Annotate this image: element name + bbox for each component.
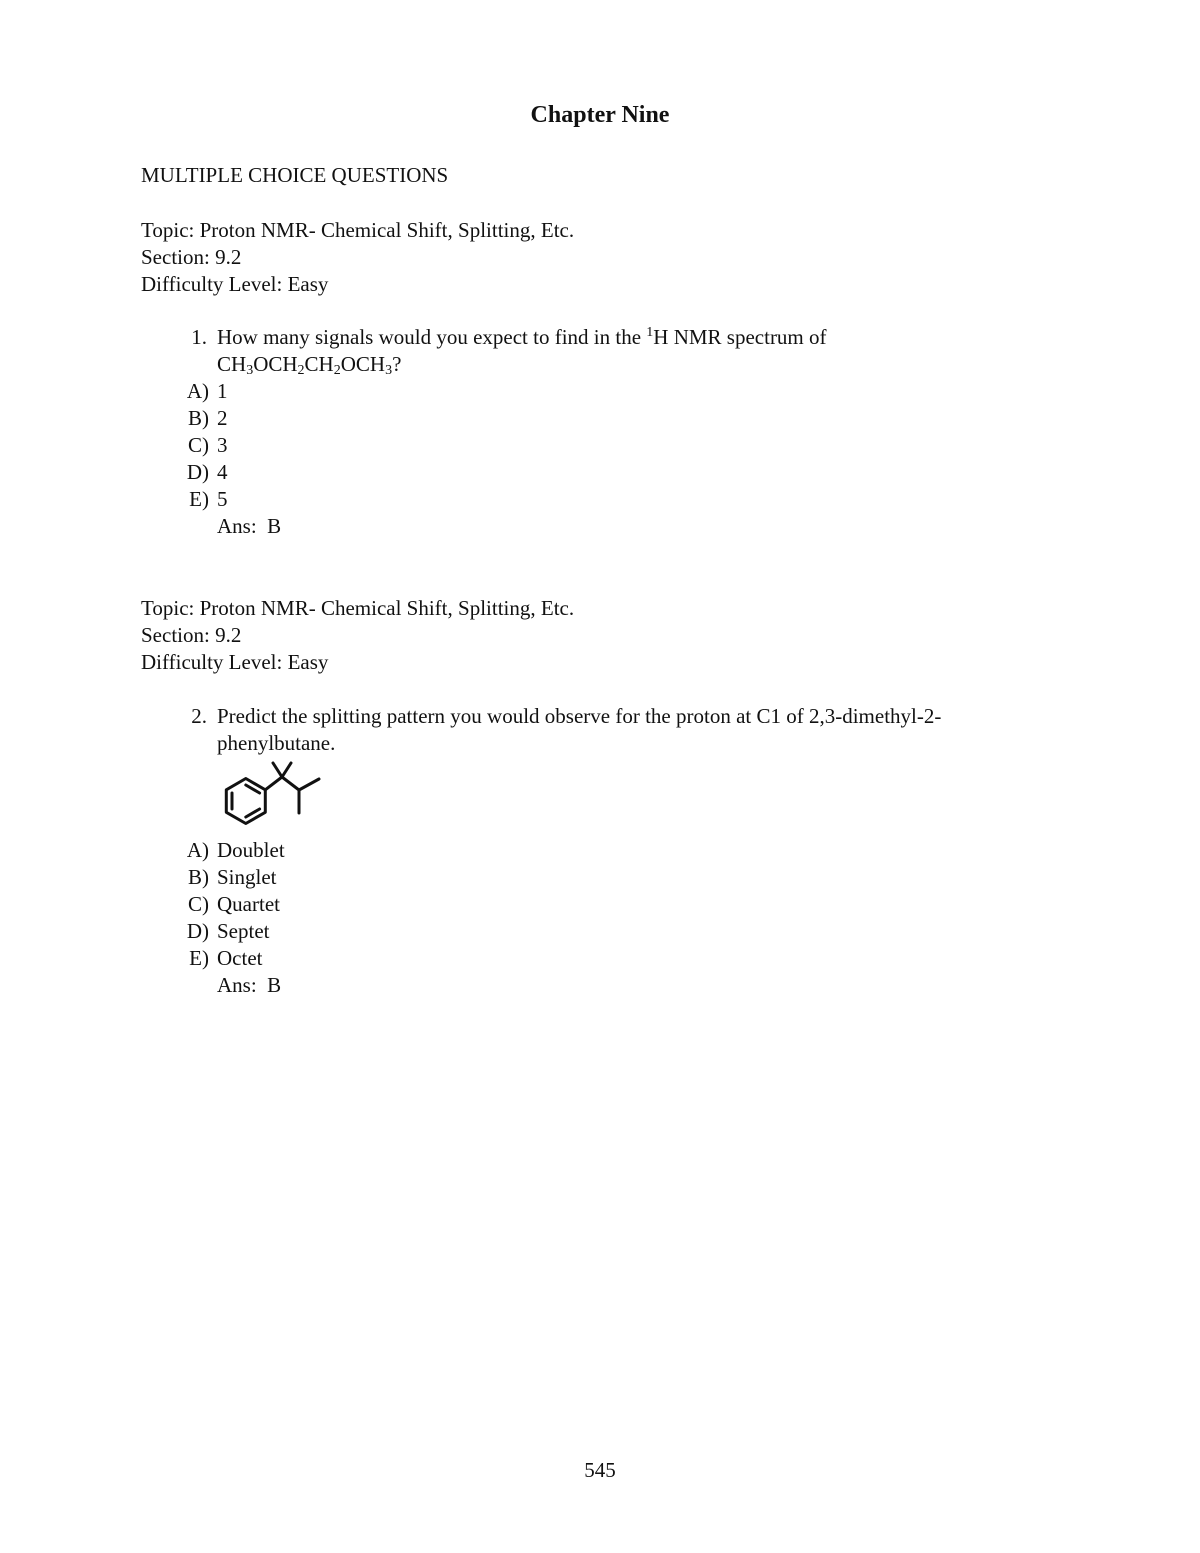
choice-text: 1 — [217, 379, 228, 403]
page-number: 545 — [584, 1458, 616, 1482]
choice-c — [141, 891, 1101, 918]
choice-letter: A) — [186, 379, 209, 403]
choice-letter: B) — [188, 865, 209, 889]
question-line-2 — [141, 730, 1101, 757]
choice-letter: E) — [189, 487, 209, 511]
choice-d — [141, 918, 1101, 945]
page-title: Chapter Nine — [530, 102, 670, 128]
question-text-continued: phenylbutane. — [217, 731, 336, 755]
answer-line — [141, 972, 1101, 999]
phenylbutane-structure-image — [221, 761, 341, 835]
choice-text: Doublet — [217, 838, 285, 862]
choice-text: Octet — [217, 946, 263, 970]
choice-text: 2 — [217, 406, 228, 430]
choice-c — [141, 432, 1101, 459]
choice-text: Quartet — [217, 892, 280, 916]
choice-letter: B) — [188, 406, 209, 430]
difficulty-label: Difficulty Level: Easy — [141, 272, 329, 296]
choice-letter: A) — [186, 838, 209, 862]
choice-letter: C) — [188, 433, 209, 457]
choice-letter: D) — [186, 460, 209, 484]
choice-e — [141, 945, 1101, 972]
choice-b — [141, 864, 1101, 891]
choice-a — [141, 378, 1101, 405]
answer-line — [141, 513, 1101, 540]
choice-d — [141, 459, 1101, 486]
choice-text: Singlet — [217, 865, 277, 889]
section-heading: MULTIPLE CHOICE QUESTIONS — [141, 163, 449, 187]
choice-b — [141, 405, 1101, 432]
question-number: 1. — [191, 325, 207, 349]
section-label: Section: 9.2 — [141, 623, 242, 647]
question-text: Predict the splitting pattern you would observe for the proton at C1 of 2,3-dimethyl-2- — [217, 704, 942, 728]
question-text: How many signals would you expect to find in the $^1$H NMR spectrum of — [217, 325, 827, 349]
choice-letter: E) — [189, 946, 209, 970]
choice-text: 3 — [217, 433, 228, 457]
difficulty-label: Difficulty Level: Easy — [141, 650, 329, 674]
section-label: Section: 9.2 — [141, 245, 242, 269]
choice-letter: D) — [186, 919, 209, 943]
choice-text: 5 — [217, 487, 228, 511]
answer-text: Ans: B — [217, 973, 282, 997]
answer-text: Ans: B — [217, 514, 282, 538]
topic-label: Topic: Proton NMR- Chemical Shift, Splitting, Etc. — [141, 596, 575, 620]
choice-letter: C) — [188, 892, 209, 916]
choice-a — [141, 837, 1101, 864]
question-2-metadata — [141, 595, 574, 676]
question-number: 2. — [191, 704, 207, 728]
molecule-structure — [141, 757, 1101, 837]
question-formula-line — [141, 351, 1101, 378]
topic-label: Topic: Proton NMR- Chemical Shift, Splitting, Etc. — [141, 218, 575, 242]
question-1 — [141, 324, 1101, 540]
question-2 — [141, 703, 1101, 999]
question-line — [141, 324, 1101, 351]
question-1-metadata — [141, 217, 574, 298]
question-line — [141, 703, 1101, 730]
choice-text: Septet — [217, 919, 270, 943]
choice-text: 4 — [217, 460, 228, 484]
choice-e — [141, 486, 1101, 513]
chemical-formula: $CH_3OCH_2CH_2OCH_3$? — [217, 352, 402, 378]
